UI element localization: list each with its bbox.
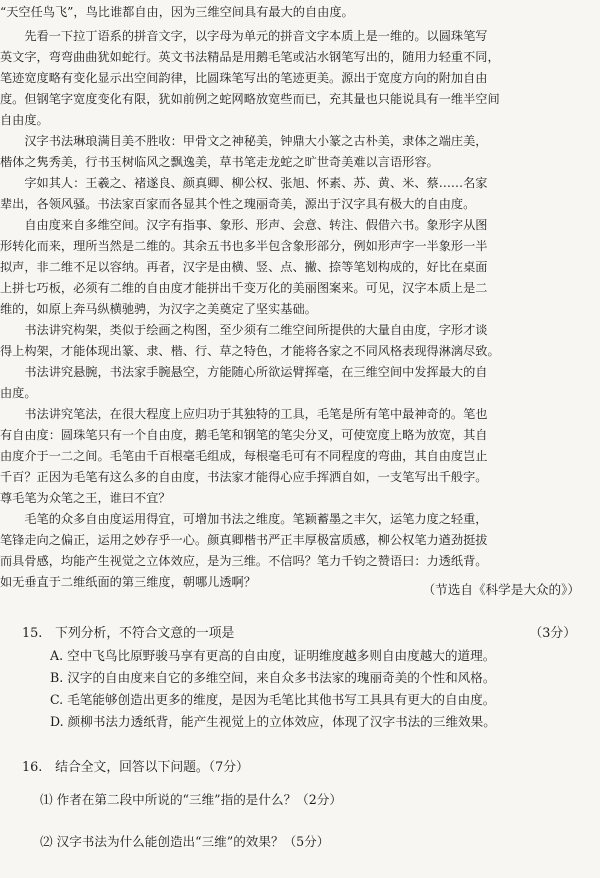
passage-line: 楷体之隽秀美，行书玉树临风之飘逸美，草书笔走龙蛇之旷世奇美难以言语形容。 (0, 155, 439, 169)
option-a[interactable]: A. 空中飞鸟比原野骏马享有更高的自由度，证明维度越多则自由度越大的道理。 (50, 648, 496, 663)
question-stem: 15. 下列分析，不符合文意的一项是 (22, 626, 235, 641)
passage-line: 书法讲究悬腕，书法家手腕悬空，方能随心所欲运臂挥毫，在三维空间中发挥最大的自 (0, 365, 488, 379)
passage-line: 自由度。 (0, 113, 49, 127)
passage-line: “天空任鸟飞”，鸟比谁都自由，因为三维空间具有最大的自由度。 (0, 5, 354, 19)
option-c[interactable]: C. 毛笔能够创造出更多的维度，是因为毛笔比其他书写工具具有更大的自由度。 (50, 692, 496, 707)
sub-question-1: ⑴ 作者在第二段中所说的“三维”指的是什么？（2分） (40, 792, 342, 807)
passage-source: （节选自《科学是大众的》） (422, 582, 580, 597)
passage-line: 自由度来自多维空间。汉字有指事、象形、形声、会意、转注、假借六书。象形字从图 (0, 218, 488, 232)
passage-line: 先看一下拉丁语系的拼音文字，以字母为单元的拼音文字本质上是一维的。以圆珠笔写 (0, 29, 488, 43)
question-score: （3分） (529, 626, 576, 641)
passage-line: 而具骨感，均能产生视觉之立体效应，是为三维。不信吗？笔力千钧之赞语曰：力透纸背。 (0, 554, 488, 568)
passage-line: 书法讲究笔法，在很大程度上应归功于其独特的工具，毛笔是所有笔中最神奇的。笔也 (0, 407, 488, 421)
passage-line: 如无垂直于二维纸面的第三维度，朝哪儿透啊？ (0, 575, 256, 589)
passage-line: 有自由度：圆珠笔只有一个自由度，鹅毛笔和钢笔的笔尖分叉，可使宽度上略为放宽，其自 (0, 428, 488, 442)
passage-line: 由度。 (0, 386, 37, 400)
passage-line: 字如其人：王羲之、褚遂良、颜真卿、柳公权、张旭、怀素、苏、黄、米、蔡……名家 (0, 176, 488, 190)
passage-line: 千百？正因为毛笔有这么多的自由度，书法家才能得心应手挥洒自如，一支笔写出千般字。 (0, 470, 488, 484)
passage-line: 上拼七巧板，必须有二维的自由度才能拼出千变万化的美丽图案来。可见，汉字本质上是二 (0, 281, 488, 295)
sub-question-2: ⑵ 汉字书法为什么能创造出“三维”的效果？（5分） (40, 834, 330, 849)
passage-line: 汉字书法琳琅满目美不胜收：甲骨文之神秘美，钟鼎大小篆之古朴美，隶体之端庄美， (0, 134, 488, 148)
passage-line: 得上构架，才能体现出篆、隶、楷、行、草之特色，才能将各家之不同风格表现得淋漓尽致。 (0, 344, 500, 358)
passage-line: 由度介于一二之间。毛笔由千百根毫毛组成，每根毫毛可有不同程度的弯曲，其自由度岂止 (0, 449, 488, 463)
passage-line: 尊毛笔为众笔之王，谁曰不宜？ (0, 491, 171, 505)
option-b[interactable]: B. 汉字的自由度来自它的多维空间，来自众多书法家的瑰丽奇美的个性和风格。 (50, 670, 496, 685)
question-stem: 16. 结合全文，回答以下问题。（7分） (22, 760, 249, 775)
passage-line: 度。但钢笔字宽度变化有限，犹如前例之蛇网略放宽些而已，充其量也只能说具有一维半空间 (0, 92, 500, 106)
passage-line: 毛笔的众多自由度运用得宜，可增加书法之维度。笔颖蓄墨之丰欠，运笔力度之轻重， (0, 512, 488, 526)
passage-line: 辈出，各领风骚。书法家百家而各显其个性之瑰丽奇美，源出于汉字具有极大的自由度。 (0, 197, 476, 211)
passage-line: 英文字，弯弯曲曲犹如蛇行。英文书法精品是用鹅毛笔或沾水钢笔写出的，随用力轻重不同， (0, 50, 500, 64)
passage-line: 书法讲究构架，类似于绘画之构图，至少须有二维空间所提供的大量自由度，字形才谈 (0, 323, 488, 337)
passage-line: 维的，如原上奔马纵横驰骋，为汉字之美奠定了坚实基础。 (0, 302, 317, 316)
passage-line: 形转化而来，理所当然是二维的。其余五书也多半包含象形部分，例如形声字一半象形一半 (0, 239, 488, 253)
passage-line: 笔迹宽度略有变化显示出空间韵律，比圆珠笔写出的笔迹更美。源出于宽度方向的附加自由 (0, 71, 488, 85)
passage-line: 笔锋走向之偏正，运用之妙存乎一心。颜真卿楷书严正丰厚极富质感，柳公权笔力遒劲挺拔 (0, 533, 488, 547)
passage-line: 拟声，非二维不足以容纳。再者，汉字是由横、竖、点、撇、捺等笔划构成的，好比在桌面 (0, 260, 488, 274)
option-d[interactable]: D. 颜柳书法力透纸背，能产生视觉上的立体效应，体现了汉字书法的三维效果。 (50, 714, 496, 729)
